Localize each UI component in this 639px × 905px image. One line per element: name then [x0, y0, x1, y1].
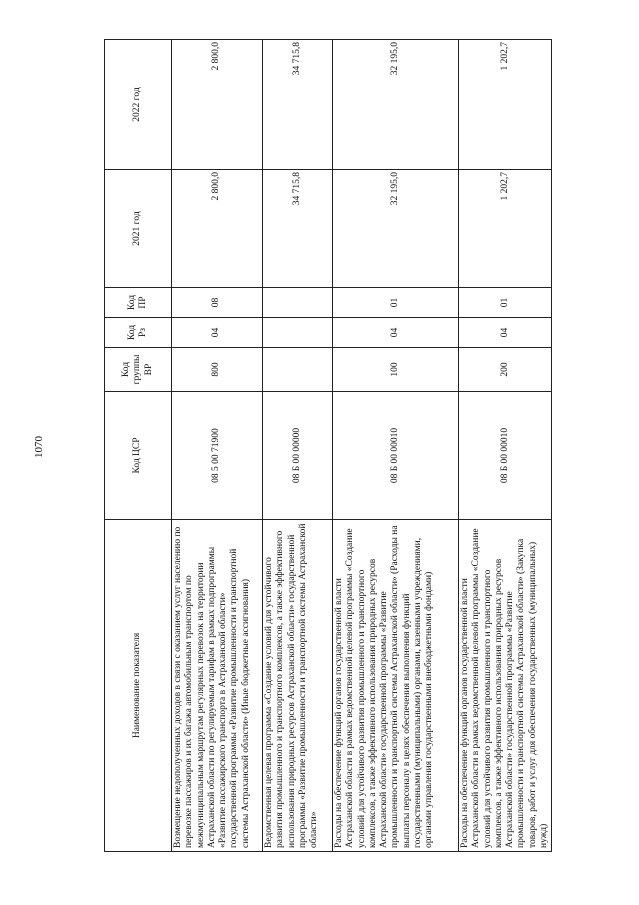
- header-pr: Код ПР: [105, 288, 172, 318]
- cell-csr: 08 Б 00 00010: [333, 392, 459, 520]
- cell-pr: [263, 288, 333, 318]
- cell-rz: [263, 318, 333, 348]
- cell-vr: 800: [172, 348, 263, 392]
- cell-vr: 100: [333, 348, 459, 392]
- cell-pr: 01: [333, 288, 459, 318]
- budget-table: [104, 39, 552, 852]
- page-number: 1070: [33, 436, 45, 458]
- cell-2022: 32 195,0: [333, 40, 459, 170]
- table-row: [459, 40, 552, 852]
- cell-name: Расходы на обеспечение функций органов государственной власти Астраханской области в рамках ведомственной целевой программы «Создание условий для устойчивого развития промышленного и транспортного комплексов, а также эффективного использования природных ресурсов Астраханской области» государственной программы «Развитие промышленности и транспортной системы Астраханской области» (Расходы на выплаты персоналу в целях обеспечения выполнения функций государственными (муниципальными) органами, казенными учреждениями, органами управления государственными внебюджетными фондами): [333, 520, 459, 852]
- header-2022: 2022 год: [105, 40, 172, 170]
- cell-2022: 2 800,0: [172, 40, 263, 170]
- cell-csr: 08 5 00 71900: [172, 392, 263, 520]
- header-rz: Код Рз: [105, 318, 172, 348]
- cell-vr: 200: [459, 348, 552, 392]
- rotated-page-content: [104, 40, 550, 852]
- cell-pr: 01: [459, 288, 552, 318]
- cell-2022: 34 715,8: [263, 40, 333, 170]
- cell-pr: 08: [172, 288, 263, 318]
- cell-2021: 34 715,8: [263, 170, 333, 288]
- cell-2021: 2 800,0: [172, 170, 263, 288]
- table-row: [333, 40, 459, 852]
- table-header-row: [105, 40, 172, 852]
- table-row: [263, 40, 333, 852]
- header-csr: Код ЦСР: [105, 392, 172, 520]
- cell-rz: 04: [333, 318, 459, 348]
- cell-2021: 1 202,7: [459, 170, 552, 288]
- cell-2021: 32 195,0: [333, 170, 459, 288]
- cell-name: Расходы на обеспечение функций органов государственной власти Астраханской области в рамках ведомственной целевой программы «Создание условий для устойчивого развития промышленного и транспортного комплексов, а также эффективного использования природных ресурсов Астраханской области» государственной программы «Развитие промышленности и транспортной системы Астраханской области» (Закупка товаров, работ и услуг для обеспечения государственных (муниципальных) нужд): [459, 520, 552, 852]
- cell-name: Ведомственная целевая программа «Создание условий для устойчивого развития промышленного и транспортного комплексов, а также эффективного использования природных ресурсов Астраханской области» государственной программы «Развитие промышленности и транспортной системы Астраханской области»: [263, 520, 333, 852]
- table-row: [172, 40, 263, 852]
- cell-name: Возмещение недополученных доходов в связи с оказанием услуг населению по перевозке пассажиров и их багажа автомобильным транспортом по межмуниципальным маршрутам регулярных перевозок на территории Астраханской области по регулируемым тарифам в рамках подпрограммы «Развитие пассажирского транспорта в Астраханской области» государственной программы «Развитие промышленности и транспортной системы Астраханской области» (Иные бюджетные ассигнования): [172, 520, 263, 852]
- cell-vr: [263, 348, 333, 392]
- header-vr: Код группы ВР: [105, 348, 172, 392]
- cell-rz: 04: [459, 318, 552, 348]
- cell-csr: 08 Б 00 00000: [263, 392, 333, 520]
- header-2021: 2021 год: [105, 170, 172, 288]
- cell-rz: 04: [172, 318, 263, 348]
- cell-2022: 1 202,7: [459, 40, 552, 170]
- cell-csr: 08 Б 00 00010: [459, 392, 552, 520]
- header-name: Наименование показателя: [105, 520, 172, 852]
